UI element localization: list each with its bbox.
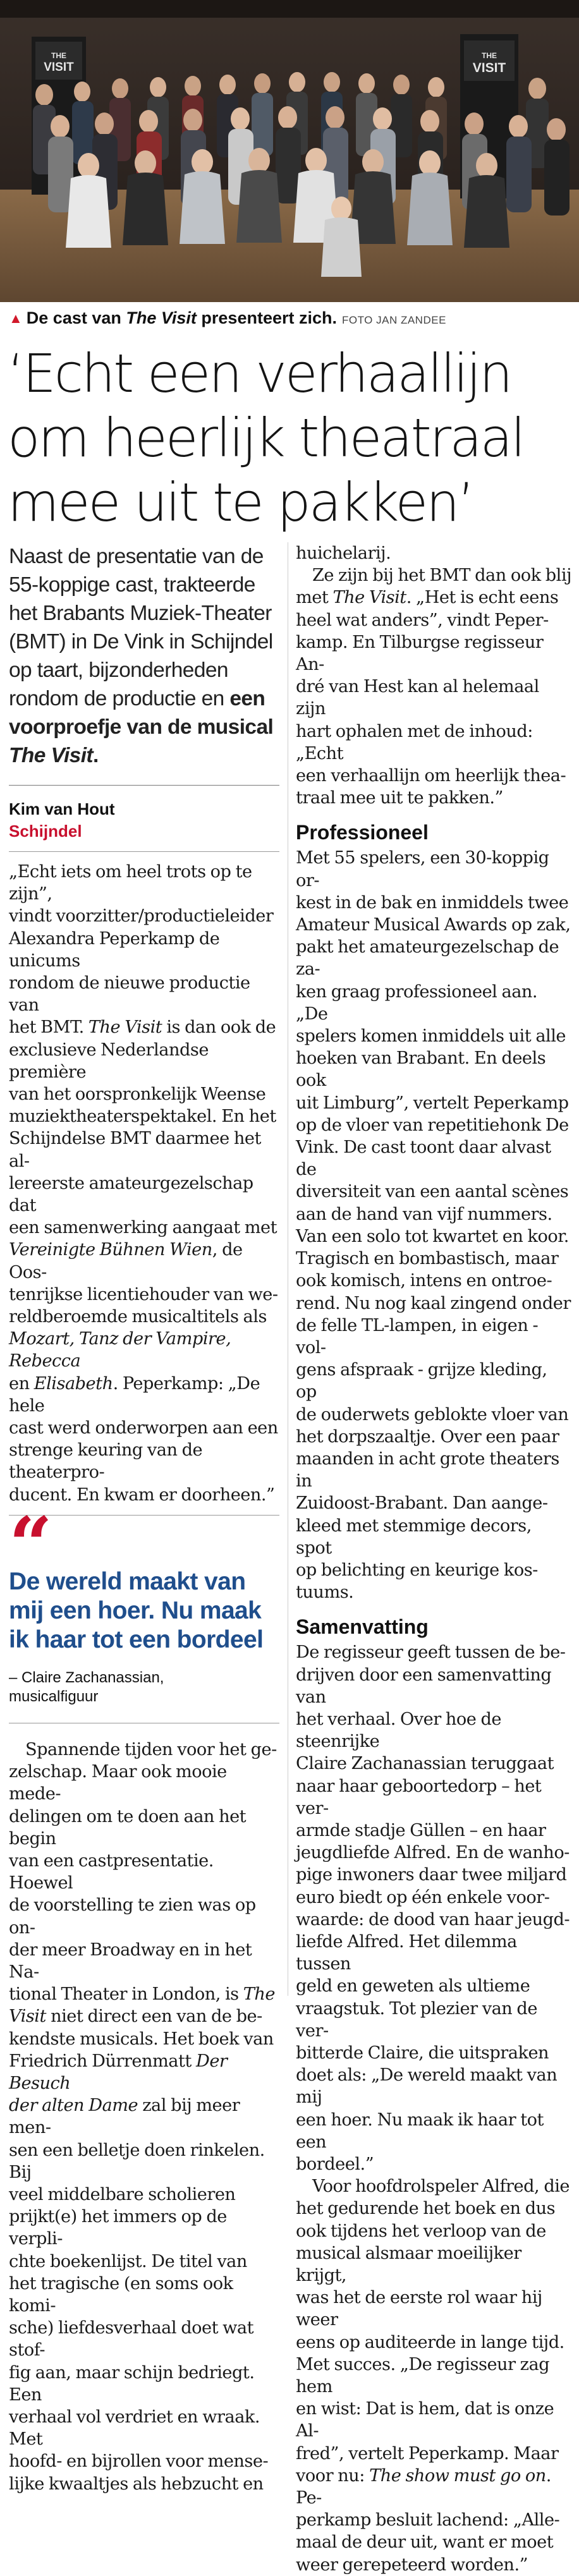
body-text [296,542,571,2576]
paragraph: De regisseur geeft tussen de be- drijven door een samenvatting van het verhaal. Over hoe de steenrijke Claire Zachanassian teruggaat naar haar geboortedorp – het ver- armde stadje Güllen – en haar jeugdliefde Alfred. En de wanho- pige inwoners daar twee miljard euro biedt op één enkele voor- waarde: de dood van haar jeugd- liefde Alfred. Het dilemma tussen geld en geweten als ultieme vraagstuk. Tot plezier van de ver- bitterde Claire, die uitspraken doet als: „De wereld maakt van mij een hoer. Nu maak ik haar tot een bordeel.” [296,1643,570,2175]
subheading: Professioneel [296,821,429,844]
headline-line: om heerlijk theatraal [8,407,524,469]
caption-text-after: presenteert zich. [196,308,337,327]
right-column [296,542,571,2576]
photo-caption [9,306,571,331]
caption-title: The Visit [126,308,197,327]
pull-quote-text: De wereld maakt van mij een hoer. Nu maak ik haar tot een bordeel [9,1567,264,1653]
caption-marker-icon: ▲ [9,310,23,326]
paragraph: Voor hoofdrolspeler Alfred, die het gedurende het boek en dus ook tijdens het verloop van de musical alsmaar moeilijker krijgt, was het de eerste rol waar hij weer eens op auditeerde in lange tijd. Met succes. „De regisseur zag hem en wist: Dat is hem, dat is onze Al- fred”, vertelt Peperkamp. Maar voor nu: The show must go on. Pe- perkamp besluit lachend: „Alle- maal de deur uit, want er moet weer gerepeteerd worden.” [296,2177,570,2575]
paragraph: Met 55 spelers, een 30-koppig or- kest in de bak en inmiddels twee Amateur Musical Awards op zak, pakt het amateurgezelschap de za- ken graag professioneel aan. „De spelers komen inmiddels uit alle hoeken van Brabant. En deels ook uit Limburg”, vertelt Peperkamp op de vloer van repetitiehonk De Vink. De cast toont daar alvast de diversiteit van een aantal scènes aan de hand van vijf nummers. Van een solo tot kwartet en koor. Tragisch en bombastisch, maar ook komisch, intens en ontroe- rend. Nu nog kaal zingend onder de felle TL-lampen, in eigen - vol- gens afspraak - grijze kleding, op de ouderwets geblokte vloer van het dorpszaaltje. Over een paar maanden in acht grote theaters in Zuidoost-Brabant. Dan aange- kleed met stemmige decors, spot op belichting en keurige kos- tuums. [296,848,571,1603]
headline-line: mee uit te pakken’ [8,471,473,533]
svg-text:THE: THE [482,51,497,60]
byline-author: Kim van Hout [9,799,115,818]
caption-text-before: De cast van [26,308,126,327]
svg-text:THE: THE [51,51,66,60]
quote-mark-icon: “ [9,1500,44,1589]
body-text [9,1739,279,2495]
photo-credit: FOTO JAN ZANDEE [341,314,446,326]
lead-paragraph [9,542,279,770]
byline-place: Schijndel [9,822,82,841]
lead-bold: een voorproefje van de musical [9,687,274,739]
lead-text: Naast de presentatie van de 55-koppige cast, trakteerde het Brabants Muziek-Theater (BMT) in De Vink in Schijndel op taart, bijzonderheden rondom de productie en [9,545,273,710]
cast-photo [0,0,579,302]
body-text [9,861,279,1506]
headline-line: ‘Echt een verhaallijn [8,343,511,404]
paragraph: Ze zijn bij het BMT dan ook blij met The Visit. „Het is echt eens heel wat anders”, vindt Peper- kamp. En Tilburgse regisseur An- dré van Hest kan al helemaal zijn hart ophalen met de inhoud: „Echt een verhaallijn om heerlijk thea- traal mee uit te pakken.” [296,566,571,808]
attribution-name: – Claire Zachanassian, [9,1668,164,1686]
left-column [9,542,279,2495]
paragraph: Spannende tijden voor het ge- zelschap. Maar ook mooie mede- delingen om te doen aan het begin van een castpresentatie. Hoewel de voorstelling te zien was op on- der meer Broadway en in het Na- tional Theater in London, is The Visit niet direct een van de be- kendste musicals. Het boek van Friedrich Dürrenmatt Der Besuch der alten Dame zal bij meer men- sen een belletje doen rinkelen. Bij veel middelbare scholieren prijkt(e) het immers op de verpli- chte boekenlijst. De titel van het tragische (en soms ook komi- sche) liefdesverhaal doet wat stof- fig aan, maar schijn bedriegt. Een verhaal vol verdriet en wraak. Met hoofd- en bijrollen voor mense- lijke kwaaltjes als hebzucht en [9,1739,277,2494]
headline [8,341,573,535]
divider [9,851,279,852]
svg-text:VISIT: VISIT [44,61,74,74]
lead-end: . [92,744,99,767]
attribution-role: musicalfiguur [9,1687,99,1705]
lead-bold-title: The Visit [9,744,93,767]
divider [9,785,279,786]
pull-quote-attribution [9,1668,279,1706]
paragraph: „Echt iets om heel trots op te zijn”, vindt voorzitter/productieleider Alexandra Peperkamp de unicums rondom de nieuwe productie van het BMT. The Visit is dan ook de exclusieve Nederlandse première van het oorspronkelijk Weense muziektheaterspektakel. En het Schijndelse BMT daarmee het al- lereerste amateurgezelschap dat een samenwerking aangaat met Vereinigte Bühnen Wien, de Oos- tenrijkse licentiehouder van we- reldberoemde musicaltitels als Mozart, Tanz der Vampire, Rebecca en Elisabeth. Peperkamp: „De hele cast werd onderworpen aan een strenge keuring van de theaterpro- ducent. En kwam er doorheen.” [9,862,278,1505]
subheading: Samenvatting [296,1615,429,1639]
pull-quote [9,1500,279,1723]
svg-text:VISIT: VISIT [472,61,506,75]
paragraph: huichelarij. [296,544,391,563]
cast-photo-illustration [0,0,579,302]
